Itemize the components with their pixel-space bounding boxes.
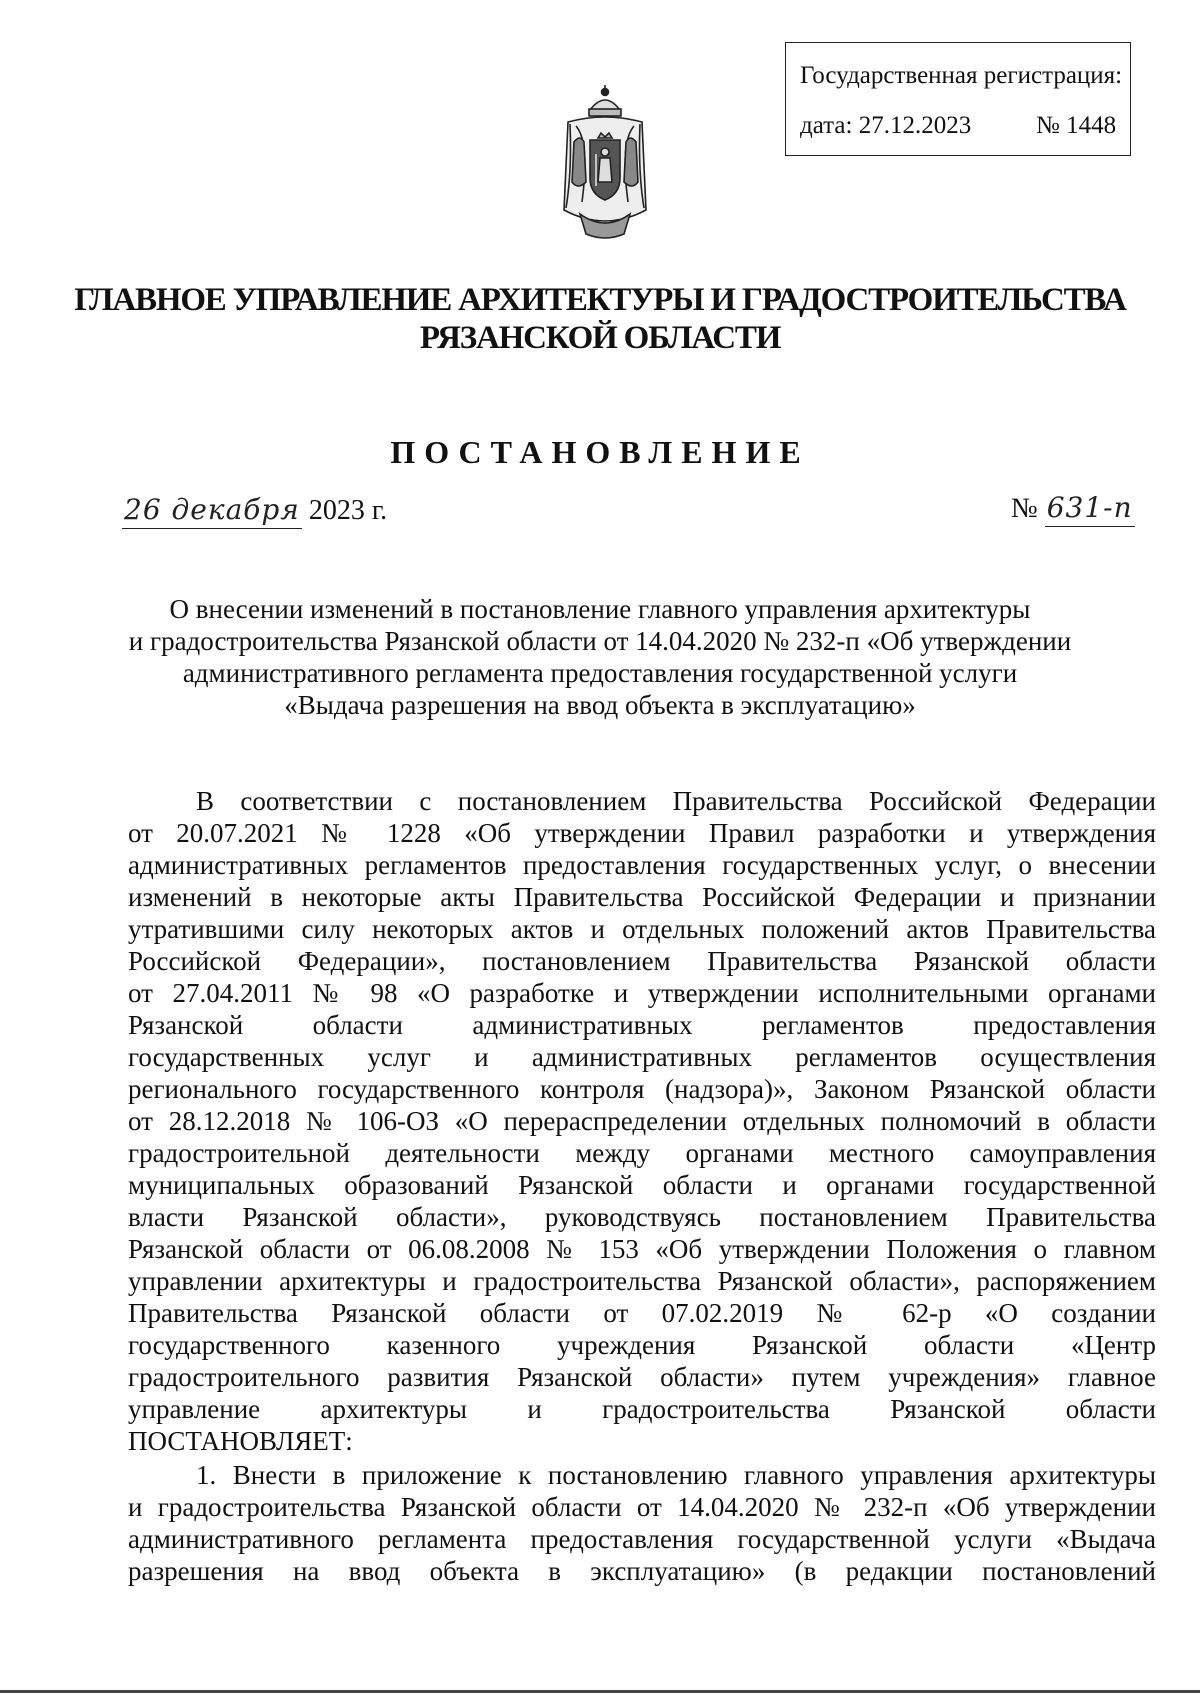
body-line: административных регламентов предоставления государственных услуг, о внесении (128, 850, 1156, 880)
body-line: и градостроительства Рязанской области от 14.04.2020 № 232-п «Об утверждении (128, 1492, 1156, 1522)
body-line: Российской Федерации», постановлением Правительства Рязанской области (128, 946, 1156, 976)
subject-line: и градостроительства Рязанской области от 14.04.2020 № 232-п «Об утверждении (128, 626, 1072, 656)
registration-stamp (785, 42, 1131, 156)
body-line: 1. Внести в приложение к постановлению главного управления архитектуры (196, 1460, 1156, 1490)
document-year: 2023 г. (308, 495, 388, 526)
body-line: изменений в некоторые акты Правительства Российской Федерации и признании (128, 882, 1156, 912)
body-line: от 27.04.2011 № 98 «О разработке и утверждении исполнительными органами (128, 978, 1156, 1008)
registration-title: Государственная регистрация: (800, 62, 1123, 89)
document-type-title: ПОСТАНОВЛЕНИЕ (390, 434, 810, 470)
organization-name-line-1: ГЛАВНОЕ УПРАВЛЕНИЕ АРХИТЕКТУРЫ И ГРАДОСТРОИТЕЛЬСТВА (74, 282, 1126, 318)
coat-of-arms-icon (560, 82, 650, 240)
body-line: государственных услуг и административных регламентов осуществления (128, 1042, 1156, 1072)
body-line: от 28.12.2018 № 106-ОЗ «О перераспределении отдельных полномочий в области (128, 1106, 1156, 1136)
document-number-prefix: № (1011, 493, 1038, 524)
registration-number: № 1448 (1036, 112, 1117, 139)
body-line: утратившими силу некоторых актов и отдельных положений актов Правительства (128, 914, 1156, 944)
registration-date: дата: 27.12.2023 (800, 112, 972, 139)
handwritten-number: 631-п (1045, 491, 1135, 527)
body-line: от 20.07.2021 № 1228 «Об утверждении Правил разработки и утверждения (128, 818, 1156, 848)
body-line: градостроительной деятельности между органами местного самоуправления (128, 1138, 1156, 1168)
organization-name-line-2: РЯЗАНСКОЙ ОБЛАСТИ (419, 320, 781, 356)
body-line: градостроительного развития Рязанской области» путем учреждения» главное (128, 1362, 1156, 1392)
body-line: регионального государственного контроля (надзора)», Законом Рязанской области (128, 1074, 1156, 1104)
body-line: В соответствии с постановлением Правительства Российской Федерации (196, 786, 1156, 816)
body-line: Рязанской области от 06.08.2008 № 153 «Об утверждении Положения о главном (128, 1234, 1156, 1264)
subject-line: О внесении изменений в постановление главного управления архитектуры (169, 594, 1031, 624)
handwritten-date: 26 декабря (122, 493, 302, 529)
document-date (122, 493, 388, 526)
body-line: Правительства Рязанской области от 07.02.2019 № 62-р «О создании (128, 1298, 1156, 1328)
subject-line: административного регламента предоставления государственной услуги (182, 658, 1018, 688)
body-line: Рязанской области административных регламентов предоставления (128, 1010, 1156, 1040)
page-bottom-edge (0, 1690, 1200, 1693)
body-line: административного регламента предоставления государственной услуги «Выдача (128, 1524, 1156, 1554)
document-number (1011, 491, 1135, 524)
body-line: муниципальных образований Рязанской области и органами государственной (128, 1170, 1156, 1200)
body-line-decree: ПОСТАНОВЛЯЕТ: (128, 1426, 353, 1456)
body-line: управление архитектуры и градостроительства Рязанской области (128, 1394, 1156, 1424)
body-line: управлении архитектуры и градостроительства Рязанской области», распоряжением (128, 1266, 1156, 1296)
body-line: государственного казенного учреждения Рязанской области «Центр (128, 1330, 1156, 1360)
subject-line: «Выдача разрешения на ввод объекта в эксплуатацию» (284, 690, 916, 720)
body-line: власти Рязанской области», руководствуясь постановлением Правительства (128, 1202, 1156, 1232)
body-line: разрешения на ввод объекта в эксплуатацию» (в редакции постановлений (128, 1556, 1156, 1586)
